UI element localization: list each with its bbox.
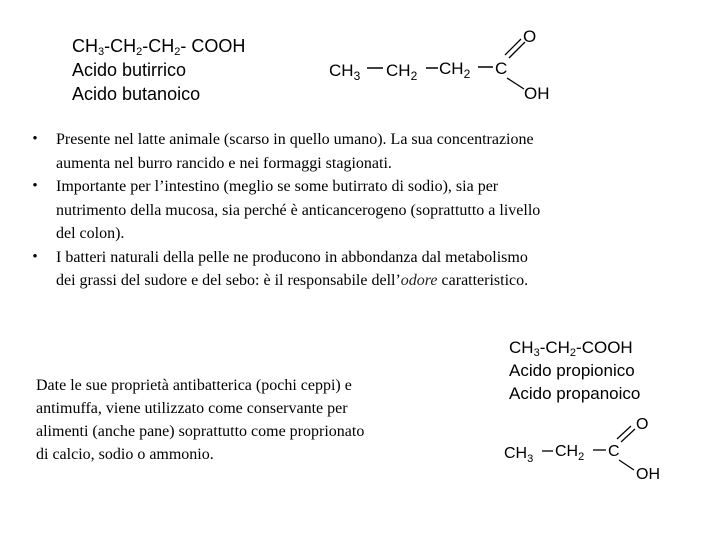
single-bond-oh <box>507 78 524 89</box>
butyric-common-name: Acido butirrico <box>72 60 187 80</box>
struct-oxygen: O <box>636 416 649 433</box>
struct-carbon: C <box>608 443 620 460</box>
struct-hydroxyl: OH <box>524 84 550 103</box>
butyric-acid-label <box>72 34 245 106</box>
struct-hydroxyl: OH <box>636 466 660 483</box>
struct-ch2: $CH_2$ <box>555 443 585 463</box>
struct-ch2-a: $CH_2$ <box>386 61 418 83</box>
double-bond-b <box>621 429 635 442</box>
struct-oxygen: O <box>523 27 537 46</box>
propionic-common-name: Acido propionico <box>509 361 635 380</box>
struct-carbon: C <box>495 59 508 78</box>
struct-ch2-b: $CH_2$ <box>439 59 471 81</box>
double-bond-a <box>505 39 521 55</box>
butyric-condensed-formula: $CH_3-CH_2-CH_2-$ COOH <box>72 36 246 58</box>
bullet-icon: • <box>32 131 38 147</box>
single-bond-oh <box>619 460 634 470</box>
double-bond-a <box>617 426 631 439</box>
propionic-acid-label <box>509 336 640 405</box>
butyric-structure-diagram <box>325 22 565 108</box>
struct-ch3: $CH_3$ <box>329 61 361 83</box>
properties-bullet-list <box>28 128 708 293</box>
propionic-iupac-name: Acido propanoico <box>509 384 641 403</box>
propionic-structure-diagram <box>500 410 680 490</box>
bullet-item-1: • Presente nel latte animale (scarso in quello umano). La sua concentrazione aumenta nel burro rancido e nei formaggi stagionati. <box>28 128 708 175</box>
bullet-item-2: • Importante per l’intestino (meglio se some butirrato di sodio), sia per nutrimento della mucosa, sia perché è anticancerogeno (soprattutto a livello del colon). <box>28 175 708 246</box>
bullet-item-3: • I batteri naturali della pelle ne producono in abbondanza dal metabolismo dei grassi del sudore e del sebo: è il responsabile dell’odore caratteristico. <box>28 246 708 293</box>
butyric-iupac-name: Acido butanoico <box>72 84 201 104</box>
usage-note: Date le sue proprietà antibatterica (pochi ceppi) e antimuffa, viene utilizzato come conservante per alimenti (anche pane) soprattutto come proprionato di calcio, sodio o ammonio. <box>36 377 365 463</box>
bullet-icon: • <box>32 248 38 265</box>
bullet-icon: • <box>32 178 38 194</box>
emphasis-odore: odore <box>400 272 438 289</box>
struct-ch3: $CH_3$ <box>504 445 534 465</box>
propionic-condensed-formula: $CH_3-CH_2$-COOH <box>509 338 633 359</box>
